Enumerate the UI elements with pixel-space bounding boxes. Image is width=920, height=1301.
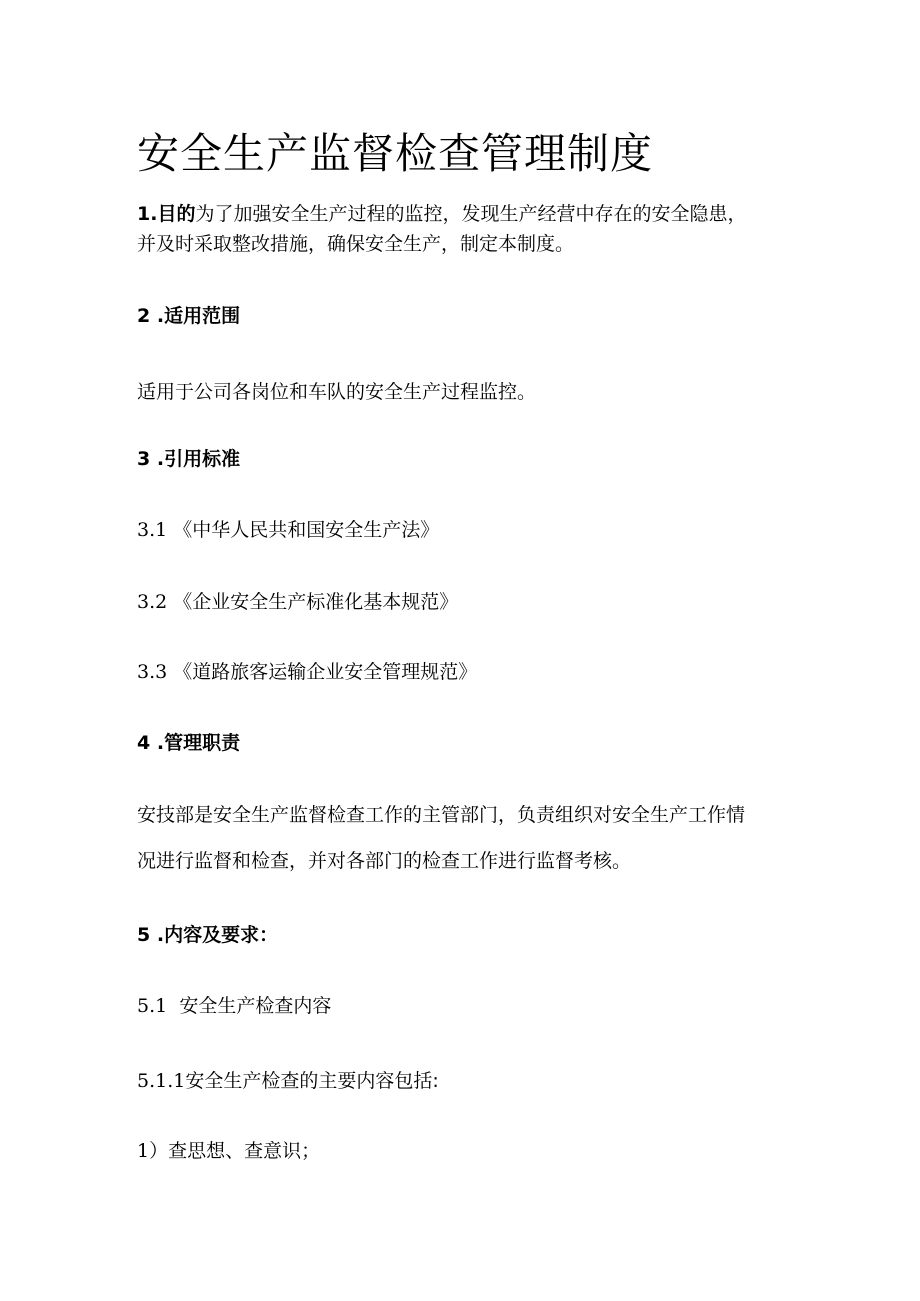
section-2-text: 适用于公司各岗位和车队的安全生产过程监控。: [137, 381, 537, 403]
list-item-number: 1）: [137, 1140, 169, 1162]
section-1-text-2: 并及时采取整改措施，确保安全生产，制定本制度。: [137, 233, 575, 255]
section-5-heading: [137, 922, 278, 948]
section-2-number: 2: [137, 305, 151, 327]
section-5-title: .内容及要求：: [156, 924, 279, 946]
subsection-5-1: [137, 993, 331, 1019]
standard-item-text: 《企业安全生产标准化基本规范》: [173, 591, 459, 613]
section-4-text-2: 况进行监督和检查，并对各部门的检查工作进行监督考核。: [137, 850, 632, 872]
section-2-heading: [137, 303, 240, 329]
section-4-text-1: 安技部是安全生产监督检查工作的主管部门，负责组织对安全生产工作情: [137, 804, 746, 826]
standard-item-text: 《中华人民共和国安全生产法》: [173, 519, 440, 541]
subsection-5-1-1: [137, 1068, 439, 1094]
section-3-number: 3: [137, 448, 151, 470]
standard-item: [137, 517, 439, 543]
standard-item: [137, 589, 458, 615]
section-1-line-1: [137, 201, 746, 227]
section-1-heading: 目的: [157, 203, 196, 225]
list-item-text: 查思想、查意识；: [168, 1140, 321, 1162]
list-item: [137, 1138, 320, 1164]
standard-item-number: 3.2: [137, 591, 168, 613]
section-1-text-1: 为了加强安全生产过程的监控，发现生产经营中存在的安全隐患，: [195, 203, 747, 225]
standard-item-number: 3.1: [137, 519, 168, 541]
section-5-number: 5: [137, 924, 151, 946]
document-title: 安全生产监督检查管理制度: [137, 129, 654, 178]
standard-item: [137, 659, 477, 685]
subsection-5-1-1-text: 安全生产检查的主要内容包括:: [185, 1070, 439, 1092]
section-3-heading: [137, 446, 240, 472]
section-4-heading: [137, 730, 240, 756]
section-3-title: .引用标准: [156, 448, 241, 470]
subsection-5-1-1-number: 5.1.1: [137, 1070, 186, 1092]
standard-item-text: 《道路旅客运输企业安全管理规范》: [173, 661, 478, 683]
subsection-5-1-text: 安全生产检查内容: [179, 995, 332, 1017]
subsection-5-1-number: 5.1: [137, 995, 168, 1017]
section-2-title: .适用范围: [156, 305, 241, 327]
section-4-title: .管理职责: [156, 732, 241, 754]
standard-item-number: 3.3: [137, 661, 168, 683]
section-1-number: 1.: [137, 203, 158, 225]
section-4-number: 4: [137, 732, 151, 754]
